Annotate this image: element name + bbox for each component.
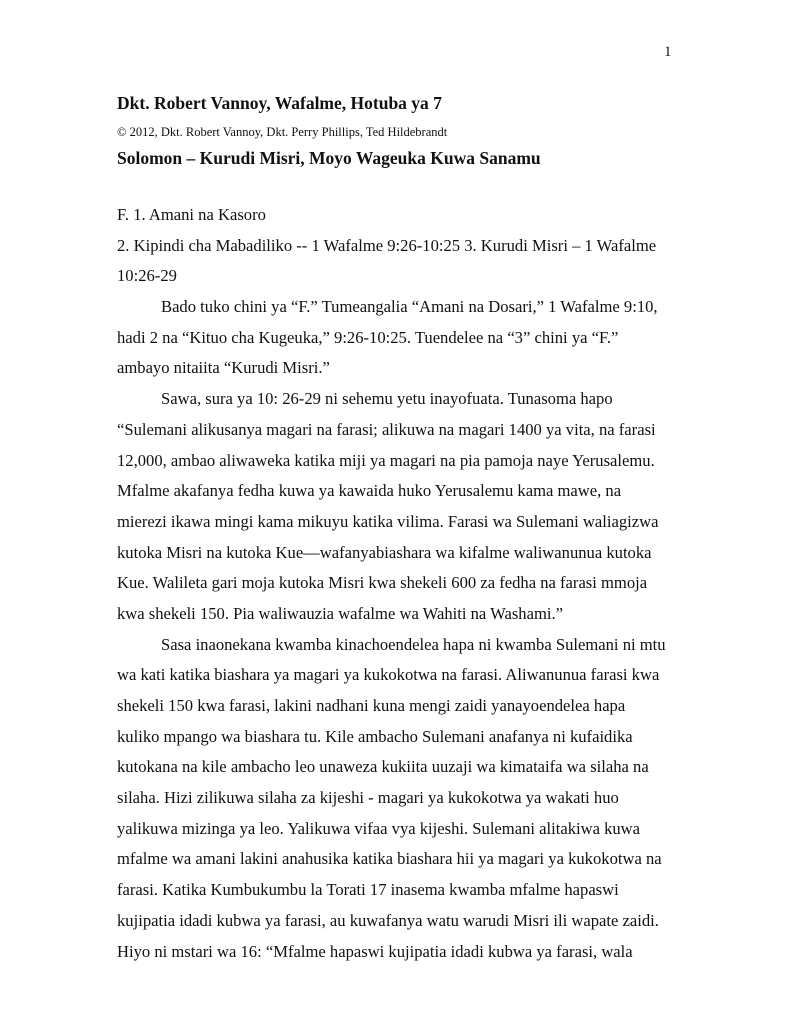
text-line: kuliko mpango wa biashara tu. Kile ambacho Sulemani anafanya ni kufaidika <box>117 726 633 746</box>
text-line: 2. Kipindi cha Mabadiliko -- 1 Wafalme 9:26-10:25 3. Kurudi Misri – 1 Wafalme <box>117 235 657 255</box>
text-line: ambayo nitaiita “Kurudi Misri.” <box>117 358 330 378</box>
text-line: kujipatia idadi kubwa ya farasi, au kuwafanya watu warudi Misri ili wapate zaidi. <box>117 910 659 930</box>
text-line: silaha. Hizi zilikuwa silaha za kijeshi - magari ya kukokotwa ya wakati huo <box>117 788 619 808</box>
body-text <box>117 200 677 967</box>
text-line: kwa shekeli 150. Pia waliwauzia wafalme wa Wahiti na Washami.” <box>117 603 563 623</box>
text-line: 12,000, ambao aliwaweka katika miji ya magari na pia pamoja naye Yerusalemu. <box>117 450 655 470</box>
text-line: yalikuwa mizinga ya leo. Yalikuwa vifaa vya kijeshi. Sulemani alitakiwa kuwa <box>117 818 641 838</box>
text-line: Hiyo ni mstari wa 16: “Mfalme hapaswi kujipatia idadi kubwa ya farasi, wala <box>117 941 633 961</box>
text-line: Mfalme akafanya fedha kuwa ya kawaida huko Yerusalemu kama mawe, na <box>117 481 622 501</box>
copyright-line: © 2012, Dkt. Robert Vannoy, Dkt. Perry Phillips, Ted Hildebrandt <box>117 125 448 139</box>
text-line: “Sulemani alikusanya magari na farasi; alikuwa na magari 1400 ya vita, na farasi <box>117 419 656 439</box>
text-line: mierezi ikawa mingi kama mikuyu katika vilima. Farasi wa Sulemani waliagizwa <box>117 511 659 531</box>
text-line: wa kati katika biashara ya magari ya kukokotwa na farasi. Aliwanunua farasi kwa <box>117 665 660 685</box>
text-line: shekeli 150 kwa farasi, lakini nadhani kuna mengi zaidi yanayoendelea hapa <box>117 696 626 715</box>
text-line: Sasa inaonekana kwamba kinachoendelea hapa ni kwamba Sulemani ni mtu <box>161 634 666 654</box>
text-line: hadi 2 na “Kituo cha Kugeuka,” 9:26-10:25. Tuendelee na “3” chini ya “F.” <box>117 327 619 347</box>
text-line: Bado tuko chini ya “F.” Tumeangalia “Amani na Dosari,” 1 Wafalme 9:10, <box>161 297 658 317</box>
document-subtitle: Solomon – Kurudi Misri, Moyo Wageuka Kuwa Sanamu <box>117 148 541 168</box>
text-line: farasi. Katika Kumbukumbu la Torati 17 inasema kwamba mfalme hapaswi <box>117 880 619 900</box>
text-line: Kue. Walileta gari moja kutoka Misri kwa shekeli 600 za fedha na farasi mmoja <box>117 573 648 593</box>
text-line: F. 1. Amani na Kasoro <box>117 205 266 224</box>
text-line: kutoka Misri na kutoka Kue—wafanyabiashara wa kifalme waliwanunua kutoka <box>117 542 652 562</box>
page-number: 1 <box>664 44 672 60</box>
document-title: Dkt. Robert Vannoy, Wafalme, Hotuba ya 7 <box>117 93 442 113</box>
text-line: Sawa, sura ya 10: 26-29 ni sehemu yetu inayofuata. Tunasoma hapo <box>161 389 613 409</box>
text-line: mfalme wa amani lakini anahusika katika biashara hii ya magari ya kukokotwa na <box>117 849 662 869</box>
text-line: kutokana na kile ambacho leo unaweza kukiita uuzaji wa kimataifa wa silaha na <box>117 757 649 777</box>
text-line: 10:26-29 <box>117 266 177 286</box>
